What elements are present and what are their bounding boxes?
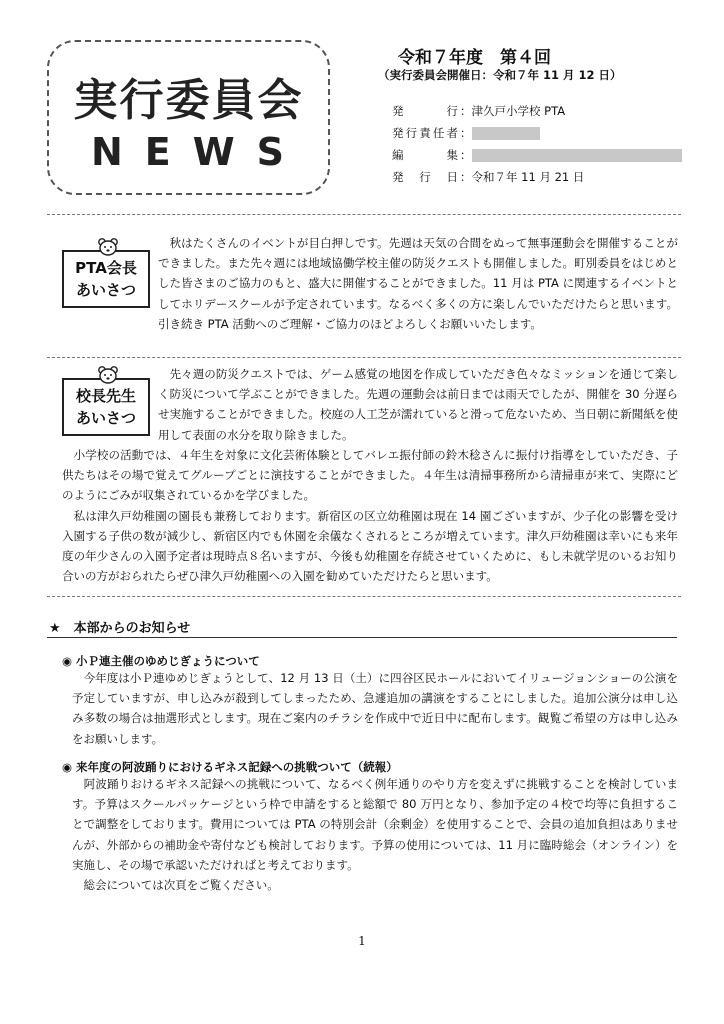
newsletter-subtitle: NEWS — [90, 130, 307, 174]
newsletter-title-box — [47, 40, 330, 195]
paragraph: 阿波踊りおけるギネス記録への挑戦について、なるべく例年通りのやり方を変えずに挑戦することを検討しています。予算はスクールパッケージという枠で申請をすると総額で 80 万円となり、参加予定の４校で均等に負担することで調整をしております。費用については PTA の特別会計（余剰金）を使用することで、会員の追加負担はありませんが、外部からの補助金や寄付なども検討しております。予算の使用については、11 月に臨時総会（オンライン）を実施し、その場で承認いただければと考えております。 — [72, 777, 678, 872]
meta-value: ：令和７年 11 月 21 日 — [460, 170, 585, 184]
meta-label: 発行日 — [392, 170, 458, 184]
bear-icon — [98, 366, 118, 384]
meta-row-responsible — [392, 122, 682, 144]
meta-label: 発行 — [392, 104, 458, 118]
issue-number: 令和７年度 第４回 — [398, 48, 551, 68]
paragraph: 総会については次頁をご覧ください。 — [72, 878, 279, 893]
paragraph: 小学校の活動では、４年生を対象に文化芸術体験としてバレエ振付師の鈴木稔さんに振付け指導をしていただき、子供たちはその場で覚えてグループごとに演技することができました。４年生は清掃事務所から清掃車が来て、実際にどのようにごみが収集されているかを学びました。 — [62, 448, 678, 503]
meta-row-date — [392, 166, 682, 188]
label-line: PTA会長 — [75, 259, 137, 277]
label-line: 校長先生 — [75, 387, 136, 405]
meta-value: ：津久戸小学校 PTA — [460, 104, 566, 118]
label-line: あいさつ — [75, 409, 136, 427]
section-divider — [47, 214, 681, 215]
notice-title: ◉ 小Ｐ連主催のゆめじぎょうについて — [62, 654, 260, 668]
principal-greeting-label — [62, 378, 150, 436]
principal-greeting-text-top — [158, 364, 678, 445]
meta-value: ： — [460, 148, 472, 162]
section-divider — [47, 357, 681, 358]
meta-label: 発行責任者 — [392, 126, 458, 140]
bear-icon — [98, 238, 118, 256]
notices-heading: ★ 本部からのお知らせ — [49, 621, 191, 636]
paragraph: 先々週の防災クエストでは、ゲーム感覚の地図を作成していただき色々なミッションを通じて楽しく防災について学ぶことができました。先週の運動会は前日までは雨天でしたが、開催を 30 分遅らせ実施することができました。校庭の人工芝が濡れていると滑って危ないため、当日朝に新聞紙を使用して表面の水分を取り除きました。 — [158, 367, 678, 442]
page-number: 1 — [358, 934, 366, 948]
notice-title: ◉ 来年度の阿波踊りにおけるギネス記録への挑戦ついて（続報） — [62, 760, 398, 774]
paragraph: 今年度は小Ｐ連ゆめじぎょうとして、12 月 13 日（土）に四谷区民ホールにおいてイリュージョンショーの公演を予定していますが、申し込みが殺到してしまったため、急遽追加の講演をすることにしました。追加公演分は申し込み多数の場合は抽選形式とします。現在ご案内のチラシを作成中で近日中に配布します。観覧ご希望の方は申し込みをお願いします。 — [72, 671, 678, 746]
publication-meta — [392, 100, 682, 188]
meta-row-editor — [392, 144, 682, 166]
label-line: あいさつ — [75, 281, 136, 299]
meta-label: 編集 — [392, 148, 458, 162]
notice-text — [72, 668, 678, 749]
newsletter-title: 実行委員会 — [73, 75, 304, 126]
redacted-name — [472, 149, 682, 162]
notices-heading-underline — [47, 637, 677, 638]
pta-greeting-label — [62, 250, 150, 308]
pta-greeting-text — [158, 233, 678, 334]
meta-value: ： — [460, 126, 472, 140]
redacted-name — [472, 127, 540, 140]
meta-row-publisher — [392, 100, 682, 122]
paragraph: 秋はたくさんのイベントが目白押しです。先週は天気の合間をぬって無事運動会を開催することができました。また先々週には地域協働学校主催の防災クエストも開催しました。町別委員をはじめとした皆さまのご協力のもと、盛大に開催することができました。11 月は PTA に関連するイベントとしてホリデースクールが予定されています。なるべく多くの方に楽しんでいただけたらと思います。引き続き PTA 活動へのご理解・ご協力のほどよろしくお願いいたします。 — [158, 236, 678, 331]
notice-text — [72, 774, 678, 895]
paragraph: 私は津久戸幼稚園の園長も兼務しております。新宿区の区立幼稚園は現在 14 園ございますが、少子化の影響を受け入園する子供の数が減少し、新宿区内でも休園を余儀なくされるところが増えています。津久戸幼稚園は幸いにも来年度の年少さんの入園予定者は現時点８名いますが、今後も幼稚園を存続させていくために、もし未就学児のいるお知り合いの方がおられたらぜひ津久戸幼稚園への入園を勧めていただけたらと思います。 — [62, 508, 678, 584]
section-divider — [47, 596, 681, 597]
meeting-date: （実行委員会開催日：令和７年 11 月 12 日） — [378, 68, 622, 82]
principal-greeting-text-bottom — [62, 445, 678, 586]
